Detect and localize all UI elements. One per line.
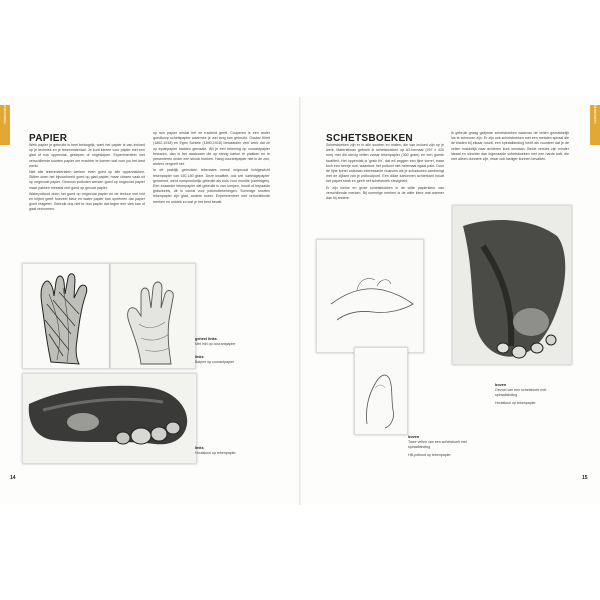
ballpoint-hand-drawing	[111, 264, 195, 368]
charcoal-foot-illustration	[22, 373, 197, 464]
caption	[495, 401, 567, 406]
pencil-hand-sketch-bottom	[354, 347, 408, 435]
caption	[495, 383, 567, 398]
caption-title: geheel links	[195, 337, 217, 341]
paragraph: Schetsboeken zijn er in alle soorten en maten, die van invloed zijn op je werk. Materstboek gebruik ik schetsboeken op A3-formaat (297 x 420 mm) met dik stevig vellen zwaar tekenpapier (300 gram) en een goede kwaliteit. Het oppervlak is 'grain fin', dat wil zeggen een fijne korrel, maar toch een beetje ruw, waardoor het potlood niet helemaal egaal pakt. Door de fijne korrel ontstaan interessante nuances als je schaduwen aanbrengt met de zijkant van je potloodpunt. Een dikke kartonnen achterkant houdt het papier strak en geeft het schetsboek stevigheid.	[326, 143, 444, 184]
page-title-schetsboeken: SCHETSBOEKEN	[326, 133, 413, 144]
chapter-tab-left	[0, 105, 10, 145]
left-column-2	[153, 131, 270, 206]
caption-text: Gevoel van een schetsboek met spiraalbinding	[495, 388, 547, 397]
caption-text: Twee vellen van een schetsboek met spiraalbinding	[408, 440, 467, 449]
charcoal-sole-drawing	[453, 206, 571, 364]
book-spread	[0, 97, 600, 505]
page-number-right: 15	[582, 475, 588, 481]
book-gutter	[299, 97, 301, 505]
caption	[195, 355, 265, 365]
caption-text: Balpen op courantpapier	[195, 360, 235, 364]
caption-title: links	[195, 446, 204, 450]
caption-title: boven	[495, 383, 507, 387]
chapter-tab-label: Materialen	[2, 105, 7, 124]
chapter-tab-label: Materialen	[593, 105, 598, 124]
caption	[195, 337, 265, 347]
caption-text: HB-potlood op tekenpapier	[408, 453, 451, 457]
caption-title: boven	[408, 435, 420, 439]
paragraph: Waterpotlood doen het goed op ongecoat papier en de textuur met inkt en krijten geeft hoeveel kleur en water papier kan opnemen dat papier goed reageert. Gebruik dus niet te dun papier dat tegen een vlek kan of gaat vervormen.	[29, 191, 145, 212]
chapter-tab-right	[590, 105, 600, 145]
caption	[408, 453, 478, 458]
ink-hand-illustration	[22, 263, 110, 369]
right-column-2	[451, 131, 569, 163]
caption-text: Met inkt op courantpapier	[195, 342, 236, 346]
paragraph: Welk papier je gebruikt is heel belangrijk, want het papier is van invloed op je techniek en je tekenmateriaal. Je kunt kiezen voor papier met een glad of ruw oppervlak, geslepen of ongeslepen. Experimenteer met verschillende soorten papier om erachter te komen wat voor jou het best werkt.	[29, 143, 145, 168]
right-column-1	[326, 143, 444, 202]
paragraph: op ruw papier omdat het ze ruwheid geeft. Couperen is een ander goedkoop schetspapier waarmee je wel lang kan gebruikt. Gustav Klimt (1862-1918) en Egon Schiele (1890-1918) bewaarden veel werk dat ze op inpakpapier hadden gemaakt. Wil je een tekening op courantpapier bewaren, dan is het raadzaam die op stevig karton te plakken en te presenteren onder een strook boeken. Hang courantpapier niet in de zon, anders vergeelt het.	[153, 131, 270, 167]
page-number-left: 14	[10, 475, 16, 481]
page-title-papier: PAPIER	[29, 133, 68, 144]
caption	[408, 435, 478, 450]
pencil-hand-drawing-small	[355, 348, 407, 434]
left-column-1	[29, 143, 145, 214]
ballpoint-hand-illustration	[110, 263, 196, 369]
caption	[195, 446, 265, 456]
caption-text: Houtskool op tekenpapier	[195, 451, 236, 455]
charcoal-sole-illustration	[452, 205, 572, 365]
pencil-hand-sketch-top	[316, 239, 424, 353]
caption-text: Houtskool op tekenpapier	[495, 401, 536, 405]
paragraph: Ik gebruik graag gelijmde schetsboeken waarvan de vellen gemakkelijk los te scheuren zijn. Er zijn ook schetsboeken met een metalen spiraal die de bladen bij elkaar houdt, een spiraalbinding heeft als voordeel dat je de vellen makkelijk naar achteren kunt omslaan. Beide versies zijn minder ideaal en slechter dan ingenaaide schetsboeken met een harde kaft, die met alleen dunnere zijn, maar ook lastiger kunnen bevatten.	[451, 131, 569, 162]
paragraph: Er zijn kleine en grote schetsblokken in de witte papierkleur van verschillende merken. Bij sommige merken is de witte kleur wat warmer dan bij andere.	[326, 185, 444, 201]
caption-title: links	[195, 355, 204, 359]
paragraph: In de praktijk gebruiken tekenaars vooral ongecoat lichtgewicht tekenpapier van 150-180 gram. Deze kwaliteit, ook wel 'cartridgepapier' genoemd, werd oorspronkelijk gebruikt als huls voor munitie (cartridges). Een zwaarder tekenpapier dat gebruikt is van lompen, houdt of bepaalde grasvezels, dit is vooral voor potloodtekeningen. Sommige soorten tekenpapier zijn glad, andere ruwer. Experimenteer met verschillende merken en ontdek zo wat je het best bevalt.	[153, 168, 270, 204]
ink-hand-drawing	[23, 264, 109, 368]
pencil-hand-drawing	[317, 240, 423, 352]
charcoal-foot-drawing	[23, 374, 196, 463]
paragraph: Niet alle tekenmaterialen werken even goed op alle oppervlakken. Stiften doen het bijvoorbeeld goed op glad papier, maar vlowen vaak uit op ongecoat papier. Gewoon potloden werken goed op ongecoat papier maar pakken meestal niet goed op gecoat papier.	[29, 170, 145, 190]
